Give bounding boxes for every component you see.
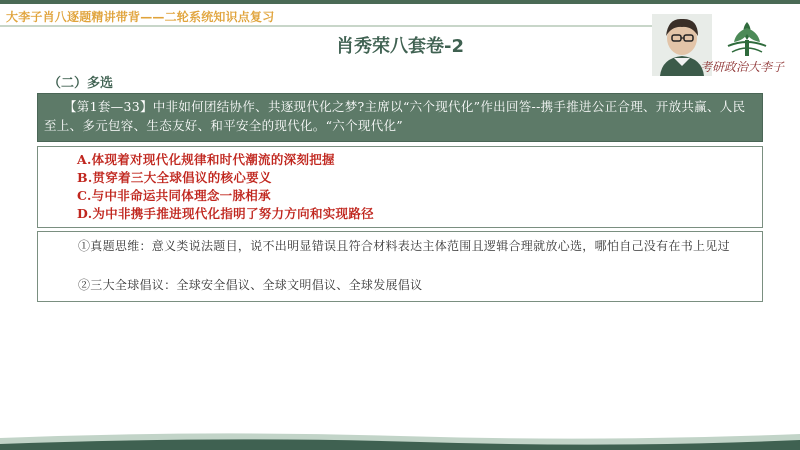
analysis-point-1: ①真题思维：意义类说法题目，说不出明显错误且符合材料表达主体范围且逻辑合理就放心选，哪怕自己没有在书上见过	[78, 239, 730, 253]
option-a: A.体现着对现代化规律和时代潮流的深刻把握	[77, 152, 335, 167]
option-b: B.贯穿着三大全球倡议的核心要义	[77, 170, 272, 185]
option-c: C.与中非命运共同体理念一脉相承	[77, 188, 271, 203]
top-strip	[0, 0, 800, 4]
option-d: D.为中非携手推进现代化指明了努力方向和实现路径	[77, 206, 374, 221]
series-title: 大李子肖八逐题精讲带背——二轮系统知识点复习	[6, 10, 275, 24]
header-divider	[0, 25, 660, 27]
brand-logo	[718, 18, 776, 62]
slide-title: 肖秀荣八套卷-2	[336, 36, 464, 57]
question-text: 【第1套—33】中非如何团结协作、共逐现代化之梦?主席以“六个现代化”作出回答--携手推进公正合理、开放共赢、人民至上、多元包容、生态友好、和平安全的现代化。“六个现代化”	[44, 99, 746, 133]
bottom-wave-decoration	[0, 410, 800, 450]
logo-text: 考研政治大李子	[699, 60, 784, 74]
analysis-point-2: ②三大全球倡议：全球安全倡议、全球文明倡议、全球发展倡议	[78, 278, 423, 292]
section-label: （二）多选	[48, 76, 114, 91]
